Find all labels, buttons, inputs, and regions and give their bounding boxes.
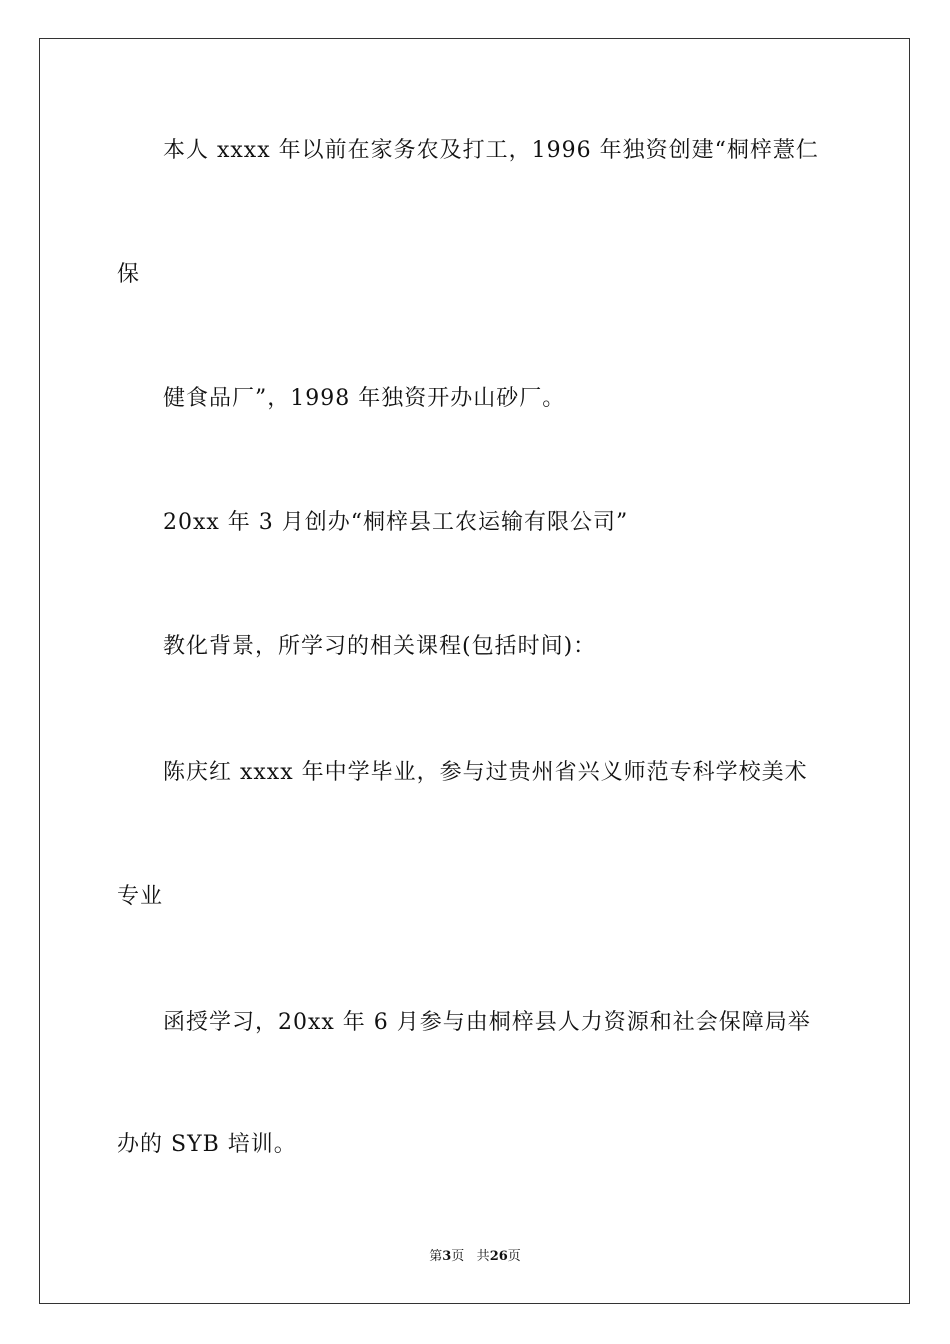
footer-total-pages: 26 <box>489 1249 508 1264</box>
paragraph-line-8: 函授学习，20xx 年 6 月参与由桐梓县人力资源和社会保障局举 <box>163 1010 811 1035</box>
footer-total-suffix: 页 <box>507 1249 521 1264</box>
paragraph-line-9: 办的 SYB 培训。 <box>117 1132 297 1157</box>
footer-page-suffix: 页 <box>451 1249 465 1264</box>
paragraph-line-4: 20xx 年 3 月创办“桐梓县工农运输有限公司” <box>163 510 629 535</box>
footer-page-number: 3 <box>442 1249 452 1264</box>
footer-total-prefix: 共 <box>476 1249 490 1264</box>
footer-page-prefix: 第 <box>429 1249 443 1264</box>
paragraph-line-3: 健食品厂”，1998 年独资开办山砂厂。 <box>163 386 566 411</box>
paragraph-line-5: 教化背景，所学习的相关课程(包括时间)： <box>163 634 597 659</box>
page-footer <box>0 1248 950 1266</box>
paragraph-line-7: 专业 <box>117 884 164 909</box>
paragraph-line-1: 本人 xxxx 年以前在家务农及打工，1996 年独资创建“桐梓薏仁 <box>163 138 819 163</box>
paragraph-line-2: 保 <box>117 262 141 287</box>
paragraph-line-6: 陈庆红 xxxx 年中学毕业，参与过贵州省兴义师范专科学校美术 <box>163 760 808 785</box>
page-frame <box>39 38 910 1304</box>
